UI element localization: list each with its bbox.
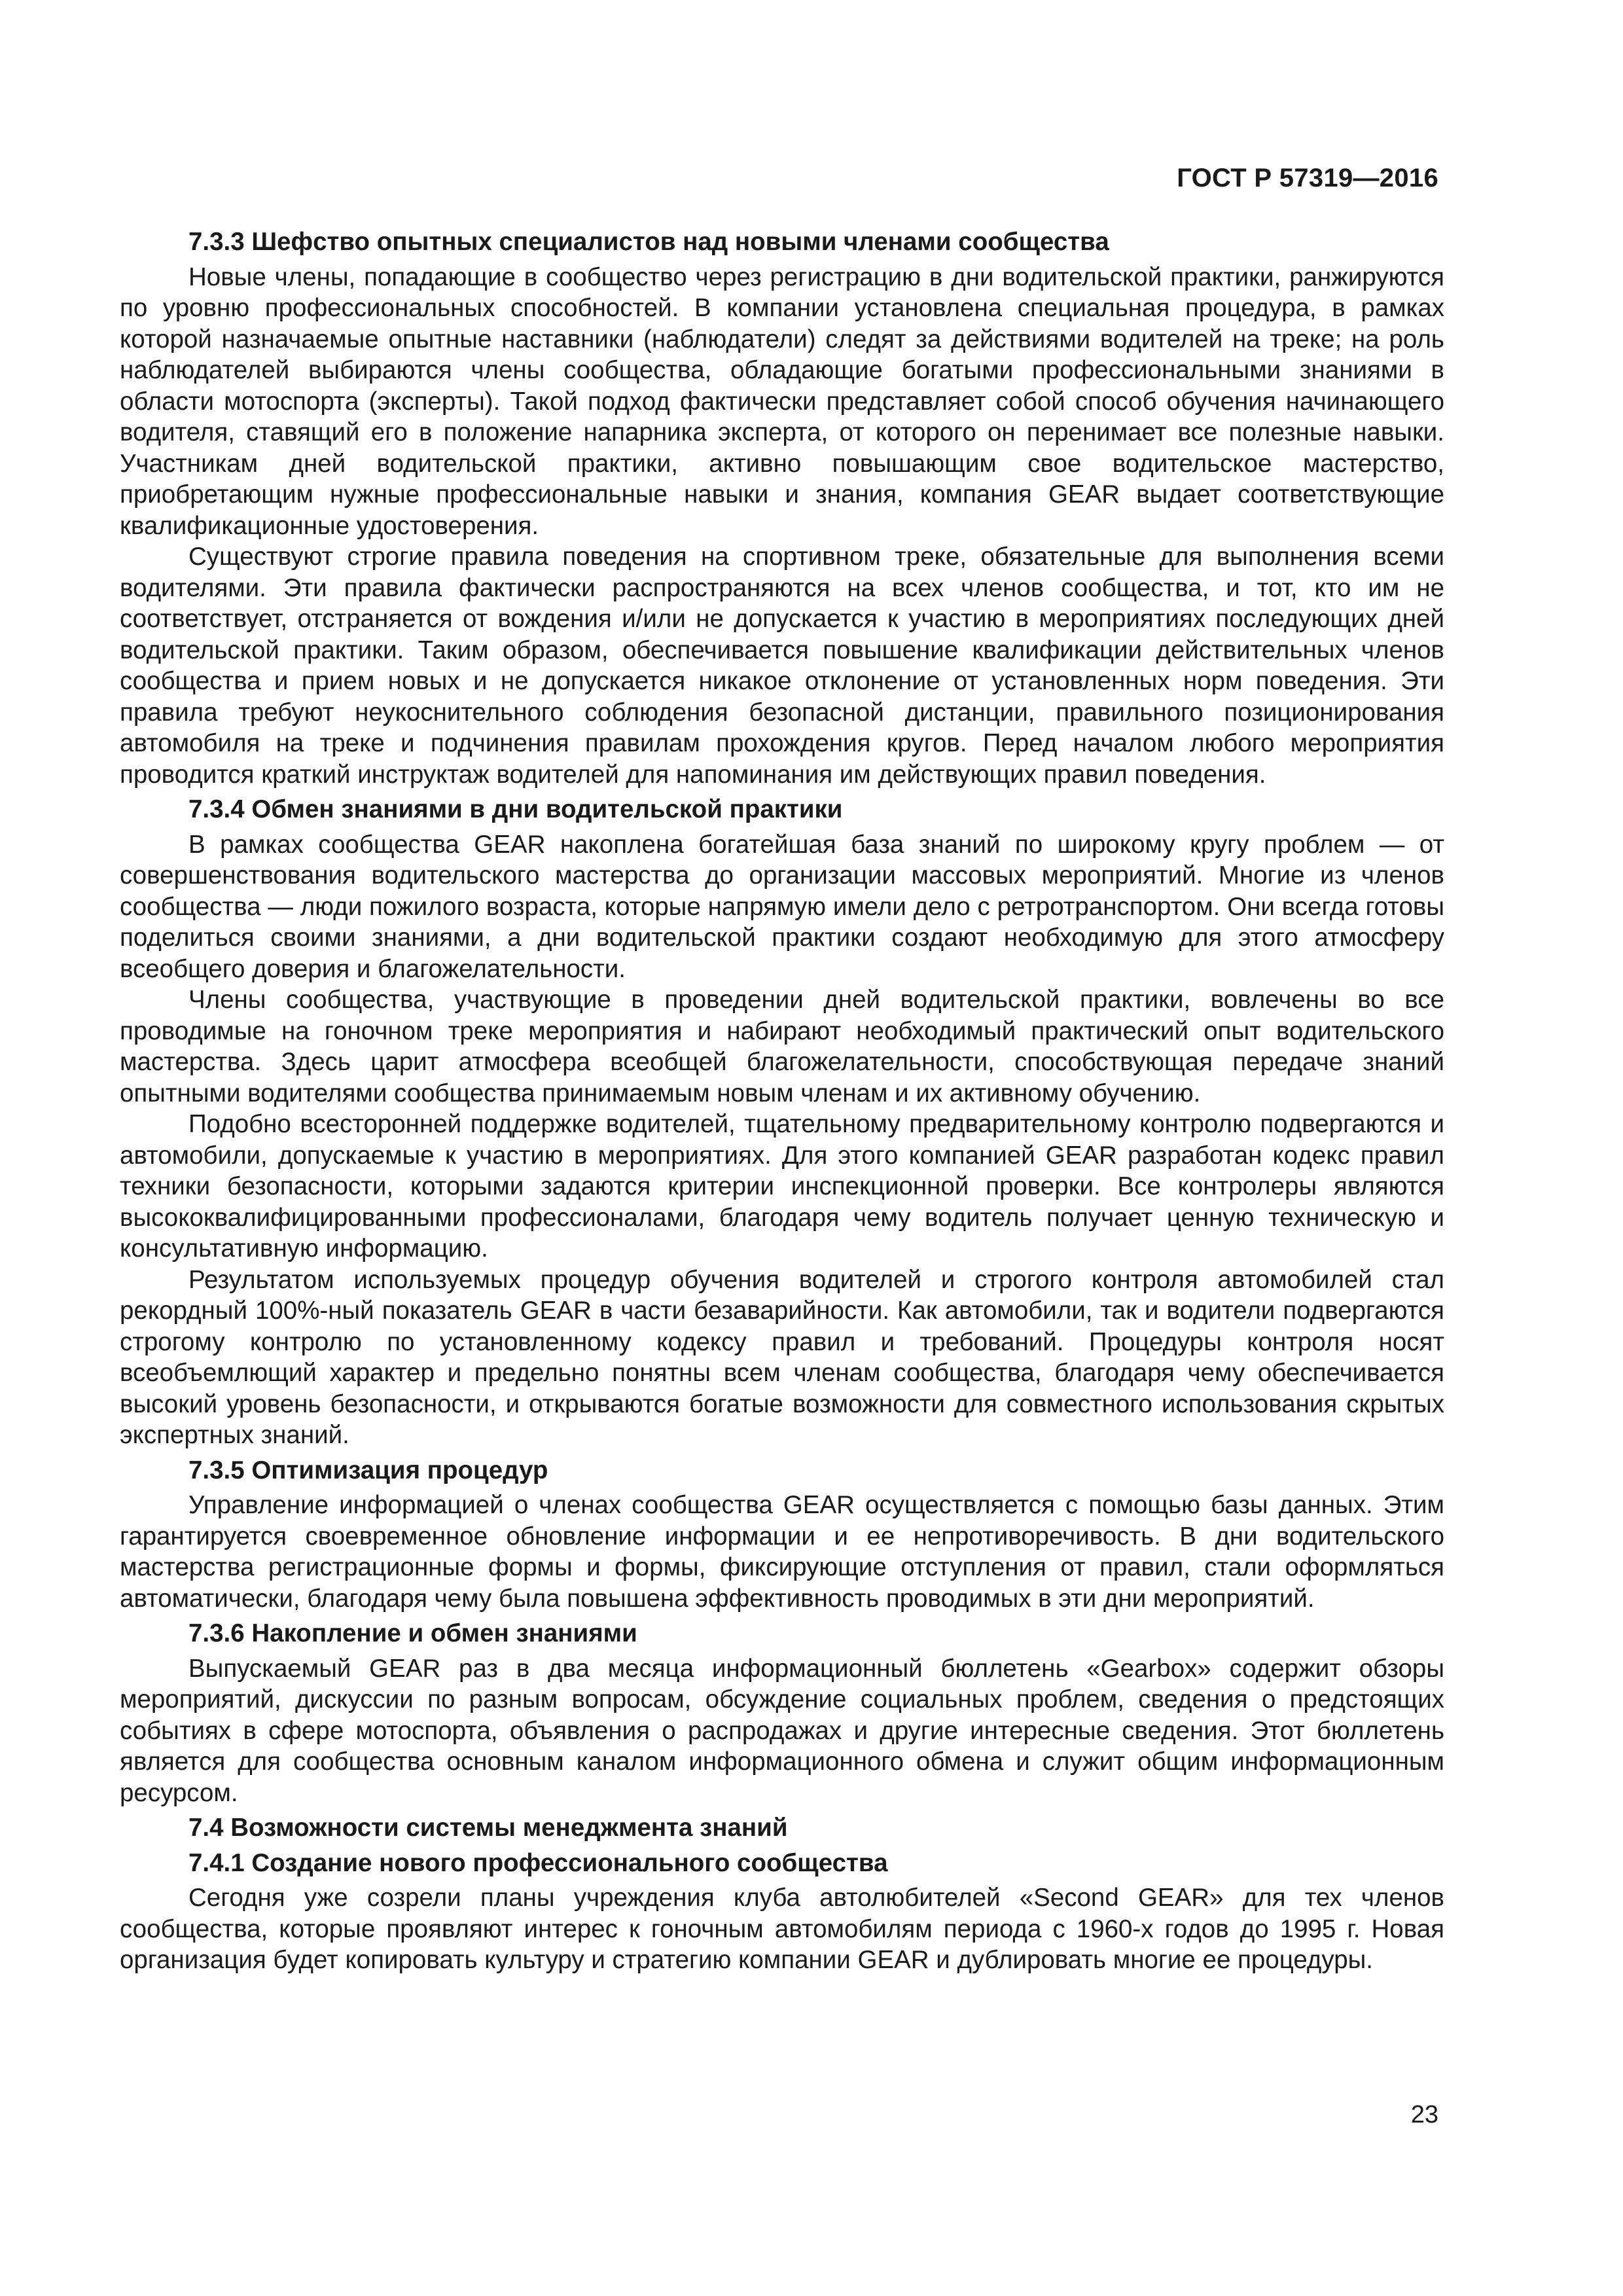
paragraph: Подобно всесторонней поддержке водителей, тщательному предварительному контролю подвергаются и автомобили, допускаемые к участию в мероприятиях. Для этого компанией GEAR разработан кодекс правил техники безопасности, которыми задаются критерии инспекционной проверки. Все контролеры являются высококвалифицированными профессионалами, благодаря чему водитель получает ценную техническую и консультативную информацию.	[120, 1110, 1444, 1263]
paragraph: Выпускаемый GEAR раз в два месяца информационный бюллетень «Gearbox» содержит обзоры мероприятий, дискуссии по разным вопросам, обсуждение социальных проблем, сведения о предстоящих событиях в сфере мотоспорта, объявления о распродажах и другие интересные сведения. Этот бюллетень является для сообщества основным каналом информационного обмена и служит общим информационным ресурсом.	[120, 1654, 1444, 1807]
paragraph: Сегодня уже созрели планы учреждения клуба автолюбителей «Second GEAR» для тех членов сообщества, которые проявляют интерес к гоночным автомобилям периода с 1960-х годов до 1995 г. Новая организация будет копировать культуру и стратегию компании GEAR и дублировать многие ее процедуры.	[120, 1884, 1444, 1974]
section-heading: 7.4.1 Создание нового профессионального сообщества	[188, 1848, 888, 1877]
page-body	[120, 223, 1444, 1976]
section-heading: 7.3.3 Шефство опытных специалистов над новыми членами сообщества	[188, 228, 1109, 256]
paragraph: Существуют строгие правила поведения на спортивном треке, обязательные для выполнения всеми водителями. Эти правила фактически распространяются на всех членов сообщества, и тот, кто им не соответствует, отстраняется от вождения и/или не допускается к участию в мероприятиях последующих дней водительской практики. Таким образом, обеспечивается повышение квалификации действительных членов сообщества и прием новых и не допускается никакое отклонение от установленных норм поведения. Эти правила требуют неукоснительного соблюдения безопасной дистанции, правильного позиционирования автомобиля на треке и подчинения правилам прохождения кругов. Перед началом любого мероприятия проводится краткий инструктаж водителей для напоминания им действующих правил поведения.	[120, 543, 1444, 789]
section-7-4-1	[120, 1848, 1444, 1976]
section-heading: 7.3.5 Оптимизация процедур	[188, 1456, 548, 1484]
section-heading: 7.4 Возможности системы менеджмента знаний	[188, 1814, 788, 1842]
paragraph: Управление информацией о членах сообщества GEAR осуществляется с помощью базы данных. Этим гарантируется своевременное обновление информации и ее непротиворечивость. В дни водительского мастерства регистрационные формы и формы, фиксирующие отступления от правил, стали оформляться автоматически, благодаря чему была повышена эффективность проводимых в эти дни мероприятий.	[120, 1491, 1444, 1613]
section-7-3-4	[120, 794, 1444, 1451]
section-7-3-3	[120, 226, 1444, 790]
section-7-3-6	[120, 1618, 1444, 1808]
section-7-3-5	[120, 1455, 1444, 1615]
section-7-4	[120, 1812, 1444, 1844]
section-heading: 7.3.4 Обмен знаниями в дни водительской практики	[188, 795, 843, 823]
paragraph: В рамках сообщества GEAR накоплена богатейшая база знаний по широкому кругу проблем — от совершенствования водительского мастерства до организации массовых мероприятий. Многие из членов сообщества — люди пожилого возраста, которые напрямую имели дело с ретротранспортом. Они всегда готовы поделиться своими знаниями, а дни водительской практики создают необходимую для этого атмосферу всеобщего доверия и благожелательности.	[120, 830, 1444, 983]
page-number: 23	[1410, 2101, 1438, 2128]
paragraph: Члены сообщества, участвующие в проведении дней водительской практики, вовлечены во все проводимые на гоночном треке мероприятия и набирают необходимый практический опыт водительского мастерства. Здесь царит атмосфера всеобщей благожелательности, способствующая передаче знаний опытными водителями сообщества принимаемым новым членам и их активному обучению.	[120, 986, 1444, 1107]
paragraph: Новые члены, попадающие в сообщество через регистрацию в дни водительской практики, ранжируются по уровню профессиональных способностей. В компании установлена специальная процедура, в рамках которой назначаемые опытные наставники (наблюдатели) следят за действиями водителей на треке; на роль наблюдателей выбираются члены сообщества, обладающие богатыми профессиональными знаниями в области мотоспорта (эксперты). Такой подход фактически представляет собой способ обучения начинающего водителя, ставящий его в положение напарника эксперта, от которого он перенимает все полезные навыки. Участникам дней водительской практики, активно повышающим свое водительское мастерство, приобретающим нужные профессиональные навыки и знания, компания GEAR выдает соответствующие квалификационные удостоверения.	[120, 262, 1444, 540]
document-id-header: ГОСТ Р 57319—2016	[1177, 164, 1438, 192]
paragraph: Результатом используемых процедур обучения водителей и строгого контроля автомобилей стал рекордный 100%-ный показатель GEAR в части безаварийности. Как автомобили, так и водители подвергаются строгому контролю по установленному кодексу правил и требований. Процедуры контроля носят всеобъемлющий характер и предельно понятны всем членам сообщества, благодаря чему обеспечивается высокий уровень безопасности, и открываются богатые возможности для совместного использования скрытых экспертных знаний.	[120, 1265, 1444, 1449]
section-heading: 7.3.6 Накопление и обмен знаниями	[188, 1619, 637, 1647]
